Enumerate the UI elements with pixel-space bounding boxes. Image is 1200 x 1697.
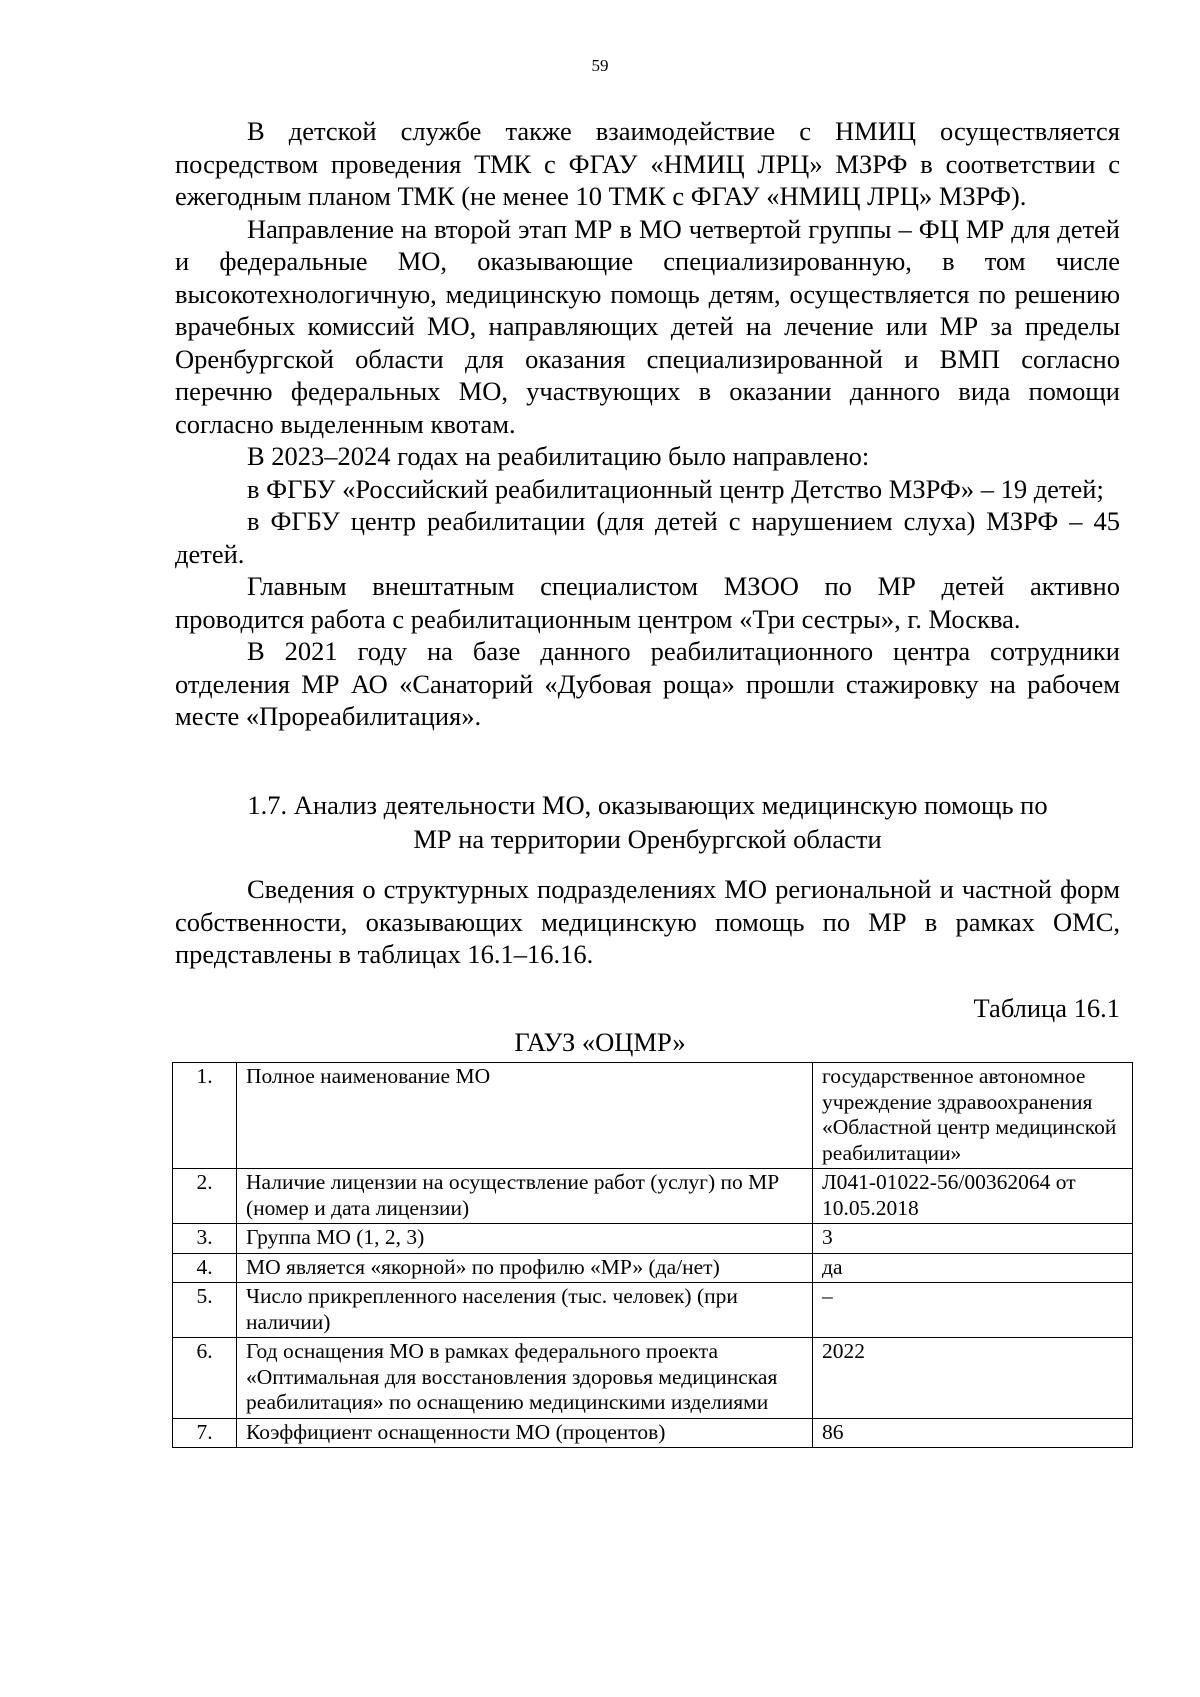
row-value: 86 <box>813 1418 1133 1448</box>
table-row <box>173 1338 1133 1419</box>
row-number: 5. <box>173 1283 237 1338</box>
table-title: ГАУЗ «ОЦМР» <box>514 1027 686 1057</box>
table-row <box>173 1063 1133 1169</box>
info-table <box>172 1062 1133 1448</box>
table-row <box>173 1169 1133 1224</box>
table-row <box>173 1253 1133 1283</box>
paragraph: в ФГБУ «Российский реабилитационный центр Детство МЗРФ» – 19 детей; <box>247 473 1104 504</box>
row-parameter: МО является «якорной» по профилю «МР» (да/нет) <box>237 1253 813 1283</box>
paragraph: Направление на второй этап МР в МО четвертой группы – ФЦ МР для детей и федеральные МО, оказывающие специализированную, в том числе высокотехнологичную, медицинскую помощь детям, осуществляется по решению врачебных комиссий МО, направляющих детей на лечение или МР за пределы Оренбургской области для оказания специализированной и ВМП согласно перечню федеральных МО, участвующих в оказании данного вида помощи согласно выделенным квотам. <box>175 213 1120 439</box>
row-parameter: Год оснащения МО в рамках федерального проекта «Оптимальная для восстановления здоровья медицинская реабилитация» по оснащению медицинскими изделиями <box>237 1338 813 1419</box>
section-intro <box>175 873 1120 971</box>
row-number: 4. <box>173 1253 237 1283</box>
row-value: государственное автономное учреждение здравоохранения «Областной центр медицинской реабилитации» <box>813 1063 1133 1169</box>
row-value: 2022 <box>813 1338 1133 1419</box>
page-number: 59 <box>591 56 609 75</box>
table-row <box>173 1283 1133 1338</box>
paragraph: В 2021 году на базе данного реабилитационного центра сотрудники отделения МР АО «Санаторий «Дубовая роща» прошли стажировку на рабочем месте «Прореабилитация». <box>175 636 1120 731</box>
section-heading-line: МР на территории Оренбургской области <box>413 824 882 854</box>
row-number: 6. <box>173 1338 237 1419</box>
paragraph: В 2023–2024 годах на реабилитацию было направлено: <box>247 441 870 471</box>
row-parameter: Полное наименование МО <box>237 1063 813 1169</box>
row-parameter: Наличие лицензии на осуществление работ (услуг) по МР (номер и дата лицензии) <box>237 1169 813 1224</box>
row-value: да <box>813 1253 1133 1283</box>
table-row <box>173 1418 1133 1448</box>
body-text <box>175 115 1120 733</box>
paragraph: В детской службе также взаимодействие с НМИЦ осуществляется посредством проведения ТМК с ФГАУ «НМИЦ ЛРЦ» МЗРФ в соответствии с ежегодным планом ТМК (не менее 10 ТМК с ФГАУ «НМИЦ ЛРЦ» МЗРФ). <box>175 116 1120 211</box>
row-number: 3. <box>173 1224 237 1254</box>
paragraph: Главным внештатным специалистом МЗОО по МР детей активно проводится работа с реабилитационным центром «Три сестры», г. Москва. <box>175 571 1120 634</box>
row-parameter: Число прикрепленного населения (тыс. человек) (при наличии) <box>237 1283 813 1338</box>
row-value: Л041-01022-56/00362064 от 10.05.2018 <box>813 1169 1133 1224</box>
section-heading-line: 1.7. Анализ деятельности МО, оказывающих медицинскую помощь по <box>247 790 1048 820</box>
row-value: – <box>813 1283 1133 1338</box>
row-parameter: Коэффициент оснащенности МО (процентов) <box>237 1418 813 1448</box>
row-number: 1. <box>173 1063 237 1169</box>
row-parameter: Группа МО (1, 2, 3) <box>237 1224 813 1254</box>
row-number: 7. <box>173 1418 237 1448</box>
paragraph: Сведения о структурных подразделениях МО региональной и частной форм собственности, оказывающих медицинскую помощь по МР в рамках ОМС, представлены в таблицах 16.1–16.16. <box>175 874 1120 969</box>
paragraph: в ФГБУ центр реабилитации (для детей с нарушением слуха) МЗРФ – 45 детей. <box>175 506 1120 569</box>
row-number: 2. <box>173 1169 237 1224</box>
table-label: Таблица 16.1 <box>973 993 1120 1023</box>
row-value: 3 <box>813 1224 1133 1254</box>
section-heading <box>175 788 1120 856</box>
table-row <box>173 1224 1133 1254</box>
